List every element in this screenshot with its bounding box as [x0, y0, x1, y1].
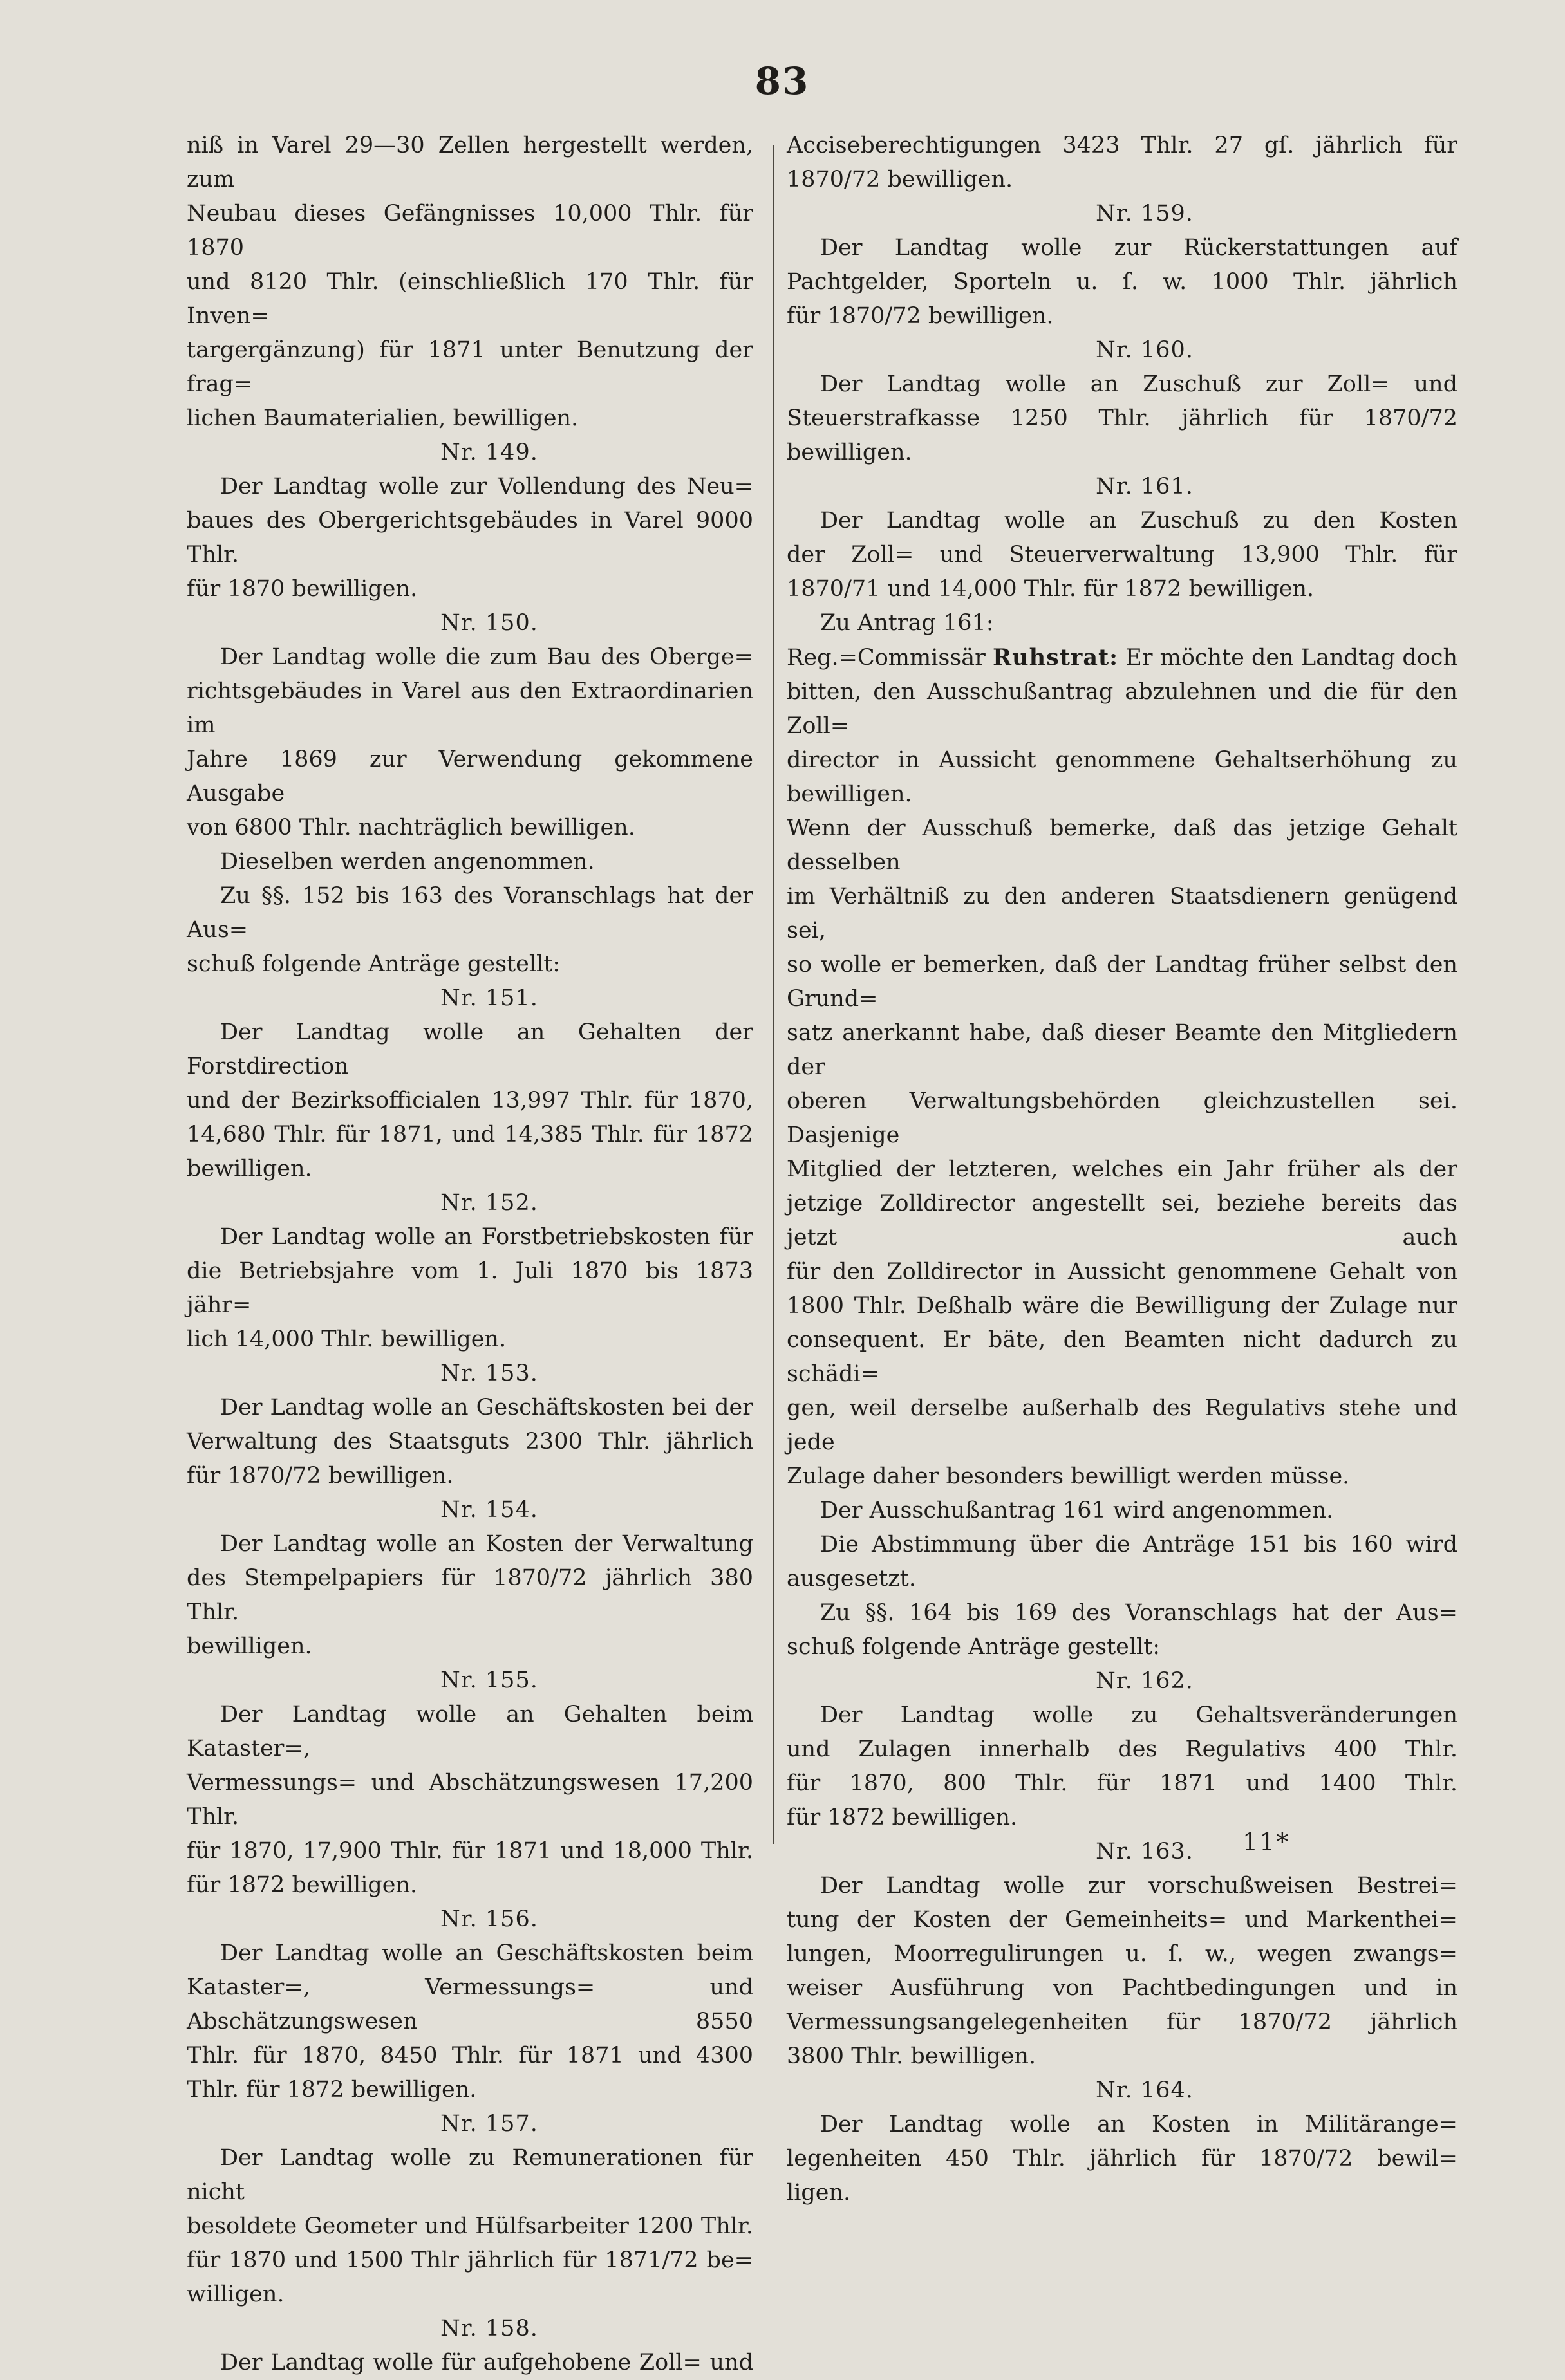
text-line: der Zoll= und Steuerverwaltung 13,900 Thlr. für	[787, 542, 1457, 568]
text-line: Dieselben werden angenommen.	[220, 849, 595, 875]
text-line: lichen Baumaterialien, bewilligen.	[187, 405, 579, 431]
text-line: willigen.	[187, 2282, 285, 2307]
text-line: 1800 Thlr. Deßhalb wäre die Bewilligung der Zulage nur	[787, 1293, 1457, 1319]
text-line: Zu Antrag 161:	[820, 610, 994, 636]
section-number: Nr. 153.	[440, 1361, 538, 1386]
text-line: bewilligen.	[187, 1156, 312, 1182]
text-line: Der Landtag wolle an Forstbetriebskosten für	[220, 1224, 753, 1250]
text-line: Die Abstimmung über die Anträge 151 bis 160 wird	[820, 1532, 1457, 1557]
text-line: für 1870/72 bewilligen.	[187, 1463, 454, 1489]
text-line: für 1870 bewilligen.	[187, 576, 418, 602]
text-line: Zu §§. 164 bis 169 des Voranschlags hat der Aus=	[820, 1600, 1457, 1626]
text-line: weiser Ausführung von Pachtbedingungen und in	[787, 1975, 1457, 2001]
text-line: bewilligen.	[787, 440, 912, 465]
text-line: Steuerstrafkasse 1250 Thlr. jährlich für 1870/72	[787, 405, 1457, 431]
speaker-name: Ruhstrat:	[993, 644, 1119, 671]
text-line: tung der Kosten der Gemeinheits= und Markenthei=	[787, 1907, 1457, 1933]
text-line: bewilligen.	[187, 1633, 312, 1659]
text-line: Der Landtag wolle an Kosten in Militärange=	[820, 2112, 1457, 2137]
text-line: für 1872 bewilligen.	[187, 1872, 418, 1898]
text-line: Pachtgelder, Sporteln u. ſ. w. 1000 Thlr. jährlich	[787, 269, 1457, 295]
text-line: ausgesetzt.	[787, 1566, 916, 1592]
text-line: 1870/71 und 14,000 Thlr. für 1872 bewilligen.	[787, 576, 1315, 602]
speaker-text: Er möchte den Landtag doch	[1118, 645, 1457, 671]
text-line: Der Landtag wolle an Gehalten beim Kataster=,	[187, 1702, 753, 1762]
text-line: oberen Verwaltungsbehörden gleichzustellen sei. Dasjenige	[787, 1088, 1457, 1148]
section-number: Nr. 164.	[1096, 2078, 1194, 2103]
right-column	[787, 129, 1457, 2210]
text-line: schuß folgende Anträge gestellt:	[787, 1634, 1161, 1660]
text-line: für 1872 bewilligen.	[787, 1805, 1018, 1830]
text-line: niß in Varel 29—30 Zellen hergestellt werden, zum	[187, 133, 753, 192]
text-line: director in Aussicht genommene Gehaltserhöhung zu bewilligen.	[787, 747, 1457, 807]
text-line: Der Ausschußantrag 161 wird angenommen.	[820, 1498, 1334, 1523]
text-line: Vermessungs= und Abschätzungswesen 17,200 Thlr.	[187, 1770, 753, 1830]
column-divider	[773, 145, 774, 1844]
text-line: lungen, Moorregulirungen u. ſ. w., wegen zwangs=	[787, 1941, 1457, 1967]
section-number: Nr. 154.	[440, 1497, 538, 1523]
text-line: Der Landtag wolle zur Vollendung des Neu=	[220, 474, 753, 499]
text-line: für 1870, 17,900 Thlr. für 1871 und 18,000 Thlr.	[187, 1838, 753, 1864]
text-line: Neubau dieses Gefängnisses 10,000 Thlr. für 1870	[187, 201, 753, 261]
text-line: bitten, den Ausschußantrag abzulehnen und die für den Zoll=	[787, 679, 1457, 739]
text-line: Vermessungsangelegenheiten für 1870/72 jährlich	[787, 2009, 1457, 2035]
left-column	[187, 129, 753, 2380]
text-line: targergänzung) für 1871 unter Benutzung der frag=	[187, 337, 753, 397]
text-line: für 1870 und 1500 Thlr jährlich für 1871/72 be=	[187, 2247, 753, 2273]
text-line: consequent. Er bäte, den Beamten nicht dadurch zu schädi=	[787, 1327, 1457, 1387]
text-line: und Zulagen innerhalb des Regulativs 400 Thlr.	[787, 1736, 1457, 1762]
text-line: Zulage daher besonders bewilligt werden müsse.	[787, 1464, 1350, 1489]
section-number: Nr. 162.	[1096, 1668, 1194, 1694]
text-line: Der Landtag wolle an Kosten der Verwaltung	[220, 1531, 753, 1557]
text-line: Kataster=, Vermessungs= und Abschätzungswesen 8550	[187, 1975, 753, 2034]
text-line: Der Landtag wolle zur vorschußweisen Bestrei=	[820, 1873, 1457, 1899]
text-line: des Stempelpapiers für 1870/72 jährlich 380 Thlr.	[187, 1565, 753, 1625]
text-line: baues des Obergerichtsgebäudes in Varel 9000 Thlr.	[187, 508, 753, 568]
section-number: Nr. 157.	[440, 2111, 538, 2137]
text-line: Der Landtag wolle an Zuschuß zur Zoll= und	[820, 371, 1457, 397]
text-line: 1870/72 bewilligen.	[787, 167, 1013, 192]
text-line: für 1870/72 bewilligen.	[787, 303, 1054, 329]
text-line: gen, weil derselbe außerhalb des Regulativs stehe und jede	[787, 1395, 1457, 1455]
text-line: so wolle er bemerken, daß der Landtag früher selbst den Grund=	[787, 952, 1457, 1012]
text-line: Acciseberechtigungen 3423 Thlr. 27 gſ. jährlich für	[787, 133, 1457, 158]
page-number: 83	[754, 59, 810, 103]
section-number: Nr. 151.	[440, 985, 538, 1011]
text-line: lich 14,000 Thlr. bewilligen.	[187, 1326, 507, 1352]
text-line: Verwaltung des Staatsguts 2300 Thlr. jährlich	[187, 1429, 753, 1455]
text-line: richtsgebäudes in Varel aus den Extraordinarien im	[187, 678, 753, 738]
speaker-line	[787, 640, 1457, 675]
text-line: Jahre 1869 zur Verwendung gekommene Ausgabe	[187, 747, 753, 806]
text-line: Mitglied der letzteren, welches ein Jahr früher als der	[787, 1157, 1457, 1182]
text-line: die Betriebsjahre vom 1. Juli 1870 bis 1873 jähr=	[187, 1258, 753, 1318]
text-line: von 6800 Thlr. nachträglich bewilligen.	[187, 815, 635, 841]
text-line: für den Zolldirector in Aussicht genommene Gehalt von	[787, 1259, 1457, 1285]
text-line: Der Landtag wolle zur Rückerstattungen auf	[820, 235, 1457, 261]
text-line: für 1870, 800 Thlr. für 1871 und 1400 Thlr.	[787, 1771, 1457, 1796]
text-line: Der Landtag wolle die zum Bau des Oberge=	[220, 644, 753, 670]
text-line: Der Landtag wolle an Geschäftskosten beim	[220, 1940, 753, 1966]
section-number: Nr. 149.	[440, 440, 538, 465]
signature-mark: 11*	[1242, 1828, 1290, 1856]
text-line: Der Landtag wolle an Gehalten der Forstdirection	[187, 1019, 753, 1079]
section-number: Nr. 158.	[440, 2316, 538, 2341]
section-number: Nr. 163.	[1096, 1839, 1194, 1864]
text-line: Thlr. für 1872 bewilligen.	[187, 2077, 477, 2103]
section-number: Nr. 152.	[440, 1190, 538, 1216]
text-line: 3800 Thlr. bewilligen.	[787, 2043, 1036, 2069]
text-line: besoldete Geometer und Hülfsarbeiter 1200 Thlr.	[187, 2213, 753, 2239]
text-line: schuß folgende Anträge gestellt:	[187, 951, 561, 977]
text-line: Der Landtag wolle für aufgehobene Zoll= und	[220, 2350, 753, 2375]
text-line: Zu §§. 152 bis 163 des Voranschlags hat der Aus=	[187, 883, 753, 943]
text-line: Thlr. für 1870, 8450 Thlr. für 1871 und 4300	[187, 2043, 753, 2069]
section-number: Nr. 160.	[1096, 337, 1194, 363]
text-line: Wenn der Ausschuß bemerke, daß das jetzige Gehalt desselben	[787, 815, 1457, 875]
section-number: Nr. 156.	[440, 1906, 538, 1932]
text-line: ligen.	[787, 2180, 851, 2206]
text-line: und 8120 Thlr. (einschließlich 170 Thlr. für Inven=	[187, 269, 753, 329]
text-line: im Verhältniß zu den anderen Staatsdienern genügend sei,	[787, 884, 1457, 944]
section-number: Nr. 159.	[1096, 201, 1194, 227]
text-line: legenheiten 450 Thlr. jährlich für 1870/72 bewil=	[787, 2146, 1457, 2171]
speaker-title: Reg.=Commissär	[787, 645, 993, 671]
section-number: Nr. 161.	[1096, 474, 1194, 499]
text-line: und der Bezirksofficialen 13,997 Thlr. für 1870,	[187, 1088, 753, 1113]
text-line: Der Landtag wolle an Geschäftskosten bei der	[220, 1395, 753, 1420]
text-line: satz anerkannt habe, daß dieser Beamte den Mitgliedern der	[787, 1020, 1457, 1080]
text-line: 14,680 Thlr. für 1871, und 14,385 Thlr. für 1872	[187, 1122, 753, 1148]
text-line: jetzige Zolldirector angestellt sei, beziehe bereits das jetzt auch	[787, 1191, 1457, 1250]
text-line: Der Landtag wolle zu Remunerationen für nicht	[187, 2145, 753, 2205]
section-number: Nr. 150.	[440, 610, 538, 636]
section-number: Nr. 155.	[440, 1668, 538, 1693]
text-line: Der Landtag wolle zu Gehaltsveränderungen	[820, 1702, 1457, 1728]
text-line: Der Landtag wolle an Zuschuß zu den Kosten	[820, 508, 1457, 534]
